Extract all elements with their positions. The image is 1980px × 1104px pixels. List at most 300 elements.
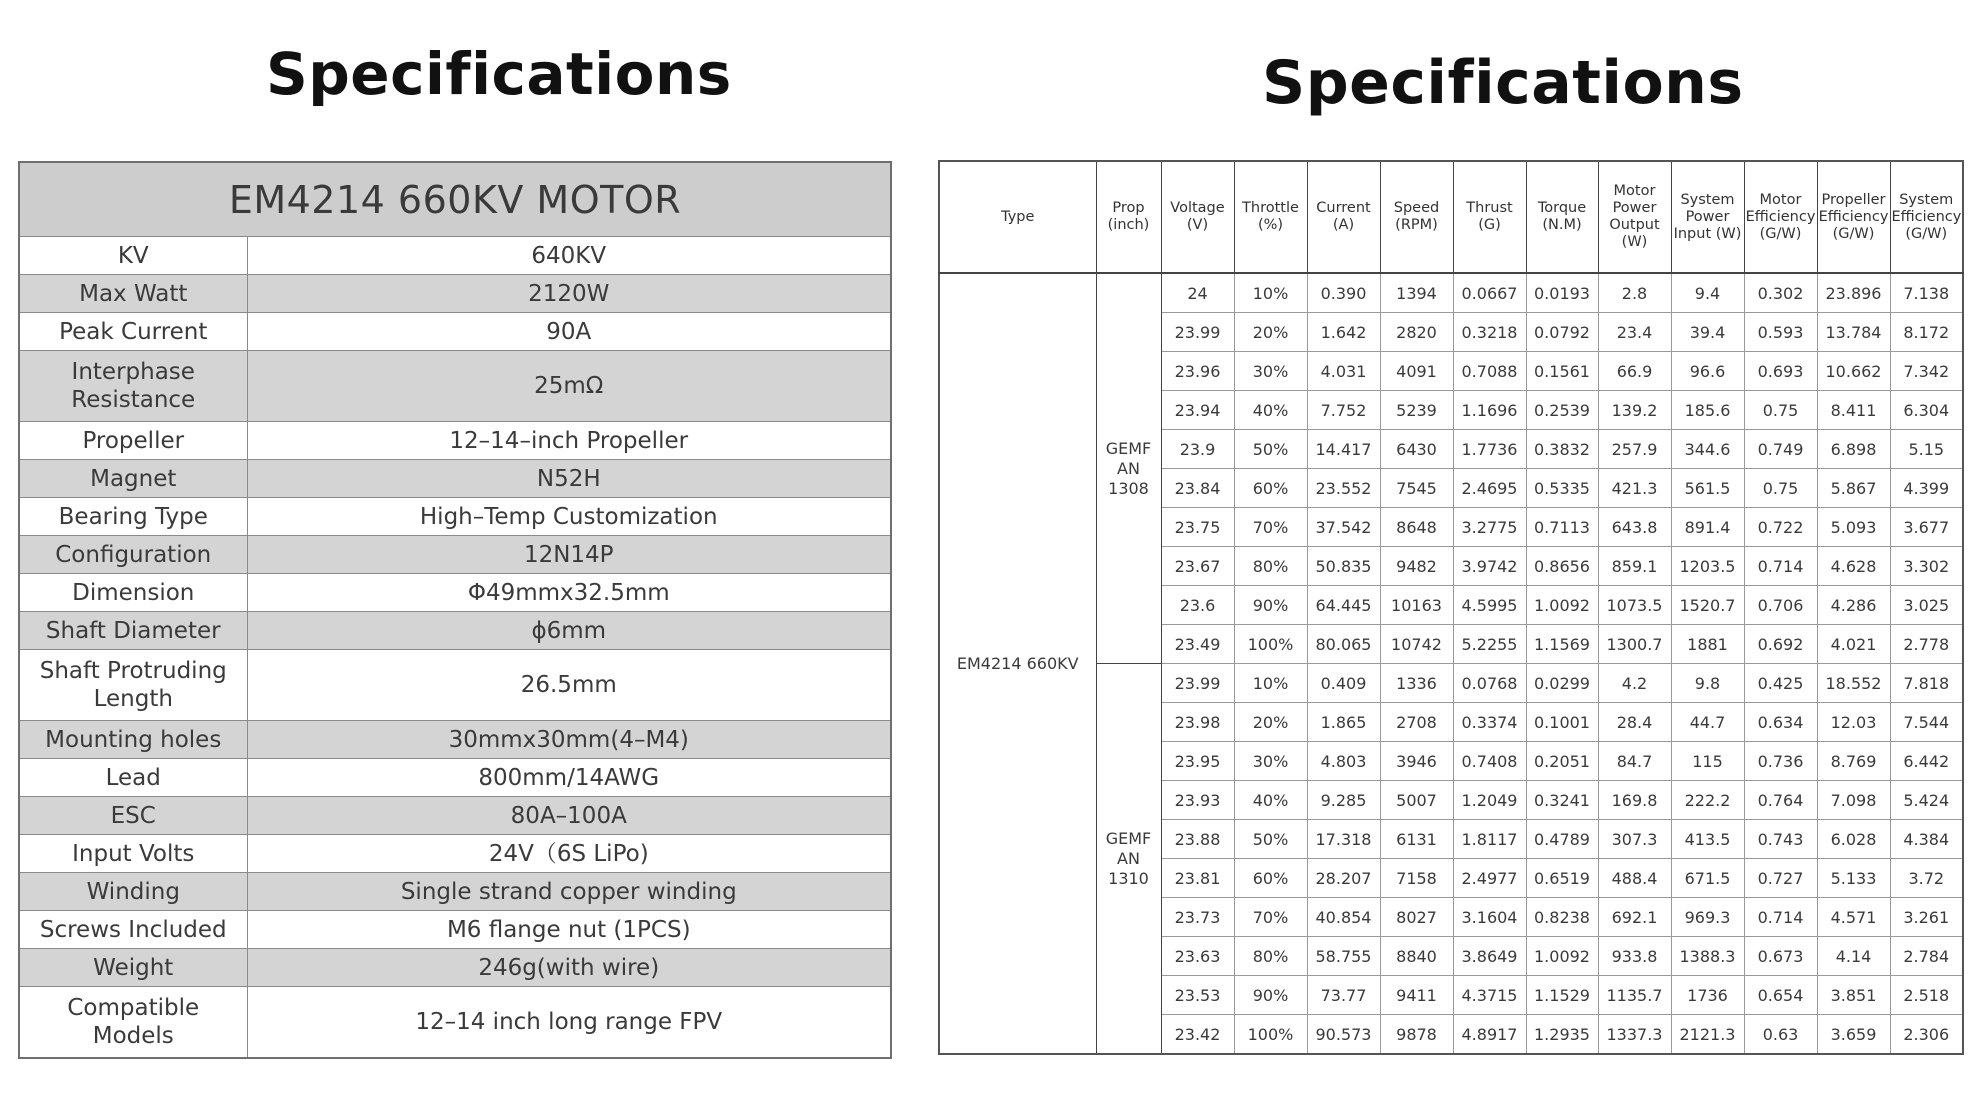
performance-cell: 0.425 — [1744, 664, 1817, 703]
performance-cell: 80% — [1234, 937, 1307, 976]
performance-cell: 14.417 — [1307, 430, 1380, 469]
performance-cell: 0.1561 — [1526, 352, 1598, 391]
performance-cell: 23.896 — [1817, 273, 1890, 313]
performance-cell: 0.0299 — [1526, 664, 1598, 703]
performance-cell: 23.63 — [1161, 937, 1234, 976]
performance-cell: 859.1 — [1598, 547, 1671, 586]
performance-cell: 1.0092 — [1526, 586, 1598, 625]
spec-value: 26.5mm — [247, 650, 891, 721]
performance-cell: 0.722 — [1744, 508, 1817, 547]
performance-cell: 9.285 — [1307, 781, 1380, 820]
performance-cell: 23.96 — [1161, 352, 1234, 391]
performance-column-header: Prop (inch) — [1096, 161, 1161, 273]
spec-label: Winding — [19, 873, 247, 911]
spec-row — [19, 536, 891, 574]
performance-cell: 23.81 — [1161, 859, 1234, 898]
performance-cell: 0.3374 — [1453, 703, 1526, 742]
performance-cell: 185.6 — [1671, 391, 1744, 430]
performance-cell: 0.693 — [1744, 352, 1817, 391]
performance-cell: 0.409 — [1307, 664, 1380, 703]
performance-cell: 5.2255 — [1453, 625, 1526, 664]
spec-label: Max Watt — [19, 275, 247, 313]
performance-cell: 18.552 — [1817, 664, 1890, 703]
performance-cell: 257.9 — [1598, 430, 1671, 469]
spec-value: 12–14 inch long range FPV — [247, 987, 891, 1059]
performance-cell: 7.818 — [1890, 664, 1963, 703]
performance-cell: 4.14 — [1817, 937, 1890, 976]
performance-cell: 0.1001 — [1526, 703, 1598, 742]
performance-cell: 0.706 — [1744, 586, 1817, 625]
performance-cell: 0.6519 — [1526, 859, 1598, 898]
performance-cell: 28.207 — [1307, 859, 1380, 898]
performance-cell: 0.0792 — [1526, 313, 1598, 352]
performance-cell: 40% — [1234, 391, 1307, 430]
performance-column-header: Throttle (%) — [1234, 161, 1307, 273]
spec-label: Propeller — [19, 422, 247, 460]
spec-label: Peak Current — [19, 313, 247, 351]
performance-cell: 60% — [1234, 859, 1307, 898]
performance-cell: 30% — [1234, 742, 1307, 781]
performance-cell: 0.0193 — [1526, 273, 1598, 313]
performance-cell: 0.727 — [1744, 859, 1817, 898]
spec-row — [19, 797, 891, 835]
performance-cell: 7.098 — [1817, 781, 1890, 820]
performance-cell: 23.93 — [1161, 781, 1234, 820]
performance-cell: 3.677 — [1890, 508, 1963, 547]
performance-cell: 39.4 — [1671, 313, 1744, 352]
performance-cell: 1337.3 — [1598, 1015, 1671, 1055]
performance-cell: 23.84 — [1161, 469, 1234, 508]
performance-cell: 4.8917 — [1453, 1015, 1526, 1055]
spec-row — [19, 422, 891, 460]
performance-cell: 44.7 — [1671, 703, 1744, 742]
performance-cell: 0.4789 — [1526, 820, 1598, 859]
performance-cell: 0.3218 — [1453, 313, 1526, 352]
performance-cell: 1.2935 — [1526, 1015, 1598, 1055]
performance-cell: 90.573 — [1307, 1015, 1380, 1055]
performance-cell: 20% — [1234, 313, 1307, 352]
performance-cell: 0.2051 — [1526, 742, 1598, 781]
spec-row — [19, 721, 891, 759]
performance-cell: 1.1696 — [1453, 391, 1526, 430]
performance-cell: 2.4977 — [1453, 859, 1526, 898]
performance-cell: 6131 — [1380, 820, 1453, 859]
performance-cell: 100% — [1234, 625, 1307, 664]
performance-cell: 4.021 — [1817, 625, 1890, 664]
performance-cell: 1.8117 — [1453, 820, 1526, 859]
performance-cell: 23.98 — [1161, 703, 1234, 742]
spec-row — [19, 351, 891, 422]
performance-cell: 23.88 — [1161, 820, 1234, 859]
performance-cell: 1.7736 — [1453, 430, 1526, 469]
performance-cell: 10742 — [1380, 625, 1453, 664]
performance-cell: 5.133 — [1817, 859, 1890, 898]
spec-row — [19, 498, 891, 536]
performance-cell: 0.654 — [1744, 976, 1817, 1015]
performance-cell: 100% — [1234, 1015, 1307, 1055]
performance-cell: 40% — [1234, 781, 1307, 820]
performance-cell: 23.42 — [1161, 1015, 1234, 1055]
performance-cell: 4091 — [1380, 352, 1453, 391]
performance-cell: 5.867 — [1817, 469, 1890, 508]
performance-cell: 0.8656 — [1526, 547, 1598, 586]
spec-row — [19, 759, 891, 797]
performance-cell: 23.73 — [1161, 898, 1234, 937]
spec-label: Compatible Models — [19, 987, 247, 1059]
spec-value: High–Temp Customization — [247, 498, 891, 536]
spec-row — [19, 612, 891, 650]
spec-value: Single strand copper winding — [247, 873, 891, 911]
spec-value: 2120W — [247, 275, 891, 313]
performance-cell: 0.63 — [1744, 1015, 1817, 1055]
performance-cell: 1881 — [1671, 625, 1744, 664]
performance-cell: 23.75 — [1161, 508, 1234, 547]
spec-label: Configuration — [19, 536, 247, 574]
performance-cell: 80.065 — [1307, 625, 1380, 664]
performance-cell: 23.4 — [1598, 313, 1671, 352]
performance-cell: 115 — [1671, 742, 1744, 781]
performance-cell: 23.67 — [1161, 547, 1234, 586]
performance-cell: 1336 — [1380, 664, 1453, 703]
performance-cell: 0.749 — [1744, 430, 1817, 469]
spec-row — [19, 313, 891, 351]
left-specifications-title: Specifications — [266, 40, 732, 108]
performance-cell: 6.028 — [1817, 820, 1890, 859]
spec-label: Mounting holes — [19, 721, 247, 759]
performance-cell: 9411 — [1380, 976, 1453, 1015]
performance-cell: 0.634 — [1744, 703, 1817, 742]
spec-label: Weight — [19, 949, 247, 987]
performance-cell: 6.442 — [1890, 742, 1963, 781]
motor-performance-table — [938, 160, 1964, 1055]
performance-cell: 23.9 — [1161, 430, 1234, 469]
performance-cell: 8648 — [1380, 508, 1453, 547]
performance-cell: 96.6 — [1671, 352, 1744, 391]
performance-cell: 4.399 — [1890, 469, 1963, 508]
performance-cell: 6.304 — [1890, 391, 1963, 430]
spec-row — [19, 650, 891, 721]
performance-cell: 222.2 — [1671, 781, 1744, 820]
performance-cell: 2.518 — [1890, 976, 1963, 1015]
performance-cell: 169.8 — [1598, 781, 1671, 820]
spec-row — [19, 911, 891, 949]
performance-cell: 5007 — [1380, 781, 1453, 820]
performance-cell: 3.025 — [1890, 586, 1963, 625]
right-specifications-title: Specifications — [1262, 48, 1744, 118]
performance-cell: 50% — [1234, 430, 1307, 469]
performance-cell: 5239 — [1380, 391, 1453, 430]
performance-cell: 5.093 — [1817, 508, 1890, 547]
performance-cell: 20% — [1234, 703, 1307, 742]
performance-cell: 4.5995 — [1453, 586, 1526, 625]
spec-value: 12–14–inch Propeller — [247, 422, 891, 460]
performance-cell: 0.593 — [1744, 313, 1817, 352]
performance-cell: 23.552 — [1307, 469, 1380, 508]
spec-label: Lead — [19, 759, 247, 797]
spec-label: KV — [19, 237, 247, 275]
spec-label: Magnet — [19, 460, 247, 498]
performance-cell: 17.318 — [1307, 820, 1380, 859]
propeller-cell: GEMF AN 1310 — [1096, 664, 1161, 1055]
performance-cell: 7.138 — [1890, 273, 1963, 313]
performance-cell: 0.3832 — [1526, 430, 1598, 469]
performance-column-header: Propeller Efficiency (G/W) — [1817, 161, 1890, 273]
performance-cell: 23.53 — [1161, 976, 1234, 1015]
performance-cell: 488.4 — [1598, 859, 1671, 898]
performance-cell: 0.75 — [1744, 469, 1817, 508]
performance-cell: 5.15 — [1890, 430, 1963, 469]
performance-cell: 1736 — [1671, 976, 1744, 1015]
performance-cell: 2.8 — [1598, 273, 1671, 313]
performance-cell: 1300.7 — [1598, 625, 1671, 664]
performance-cell: 139.2 — [1598, 391, 1671, 430]
performance-cell: 10163 — [1380, 586, 1453, 625]
performance-cell: 9.4 — [1671, 273, 1744, 313]
performance-cell: 671.5 — [1671, 859, 1744, 898]
performance-cell: 70% — [1234, 898, 1307, 937]
performance-cell: 60% — [1234, 469, 1307, 508]
spec-row — [19, 275, 891, 313]
performance-cell: 4.384 — [1890, 820, 1963, 859]
performance-cell: 84.7 — [1598, 742, 1671, 781]
performance-cell: 0.0768 — [1453, 664, 1526, 703]
performance-cell: 8840 — [1380, 937, 1453, 976]
performance-cell: 1.2049 — [1453, 781, 1526, 820]
performance-cell: 1.1569 — [1526, 625, 1598, 664]
spec-table-header: EM4214 660KV MOTOR — [19, 162, 891, 237]
performance-column-header: Current (A) — [1307, 161, 1380, 273]
performance-cell: 4.031 — [1307, 352, 1380, 391]
performance-cell: 3.659 — [1817, 1015, 1890, 1055]
performance-cell: 1520.7 — [1671, 586, 1744, 625]
performance-cell: 23.94 — [1161, 391, 1234, 430]
performance-cell: 0.302 — [1744, 273, 1817, 313]
performance-cell: 0.75 — [1744, 391, 1817, 430]
performance-cell: 0.8238 — [1526, 898, 1598, 937]
performance-column-header: Motor Efficiency (G/W) — [1744, 161, 1817, 273]
performance-cell: 90% — [1234, 586, 1307, 625]
performance-cell: 0.736 — [1744, 742, 1817, 781]
performance-cell: 0.714 — [1744, 898, 1817, 937]
spec-value: 90A — [247, 313, 891, 351]
performance-cell: 0.692 — [1744, 625, 1817, 664]
spec-value: 640KV — [247, 237, 891, 275]
performance-column-header: System Efficiency (G/W) — [1890, 161, 1963, 273]
performance-cell: 3.302 — [1890, 547, 1963, 586]
spec-value: ϕ6mm — [247, 612, 891, 650]
performance-cell: 0.3241 — [1526, 781, 1598, 820]
performance-cell: 2820 — [1380, 313, 1453, 352]
spec-label: Input Volts — [19, 835, 247, 873]
performance-cell: 37.542 — [1307, 508, 1380, 547]
spec-value: Φ49mmx32.5mm — [247, 574, 891, 612]
performance-cell: 4.803 — [1307, 742, 1380, 781]
performance-cell: 2.4695 — [1453, 469, 1526, 508]
performance-cell: 0.5335 — [1526, 469, 1598, 508]
spec-row — [19, 873, 891, 911]
performance-cell: 969.3 — [1671, 898, 1744, 937]
performance-cell: 40.854 — [1307, 898, 1380, 937]
performance-cell: 6430 — [1380, 430, 1453, 469]
performance-column-header: Thrust (G) — [1453, 161, 1526, 273]
performance-cell: 66.9 — [1598, 352, 1671, 391]
performance-cell: 10% — [1234, 273, 1307, 313]
performance-column-header: Speed (RPM) — [1380, 161, 1453, 273]
performance-cell: 0.0667 — [1453, 273, 1526, 313]
performance-cell: 7158 — [1380, 859, 1453, 898]
performance-column-header: Type — [939, 161, 1096, 273]
performance-cell: 10.662 — [1817, 352, 1890, 391]
performance-cell: 2.306 — [1890, 1015, 1963, 1055]
spec-value: M6 flange nut (1PCS) — [247, 911, 891, 949]
spec-row — [19, 949, 891, 987]
performance-column-header: Motor Power Output (W) — [1598, 161, 1671, 273]
performance-cell: 24 — [1161, 273, 1234, 313]
performance-cell: 0.390 — [1307, 273, 1380, 313]
performance-cell: 4.628 — [1817, 547, 1890, 586]
performance-cell: 8.769 — [1817, 742, 1890, 781]
performance-cell: 9878 — [1380, 1015, 1453, 1055]
spec-row — [19, 574, 891, 612]
performance-cell: 28.4 — [1598, 703, 1671, 742]
performance-cell: 2121.3 — [1671, 1015, 1744, 1055]
spec-value: 25mΩ — [247, 351, 891, 422]
performance-cell: 1.0092 — [1526, 937, 1598, 976]
spec-row — [19, 987, 891, 1059]
performance-cell: 13.784 — [1817, 313, 1890, 352]
performance-cell: 73.77 — [1307, 976, 1380, 1015]
performance-cell: 9.8 — [1671, 664, 1744, 703]
performance-cell: 90% — [1234, 976, 1307, 1015]
performance-cell: 3.1604 — [1453, 898, 1526, 937]
spec-row — [19, 237, 891, 275]
spec-row — [19, 460, 891, 498]
performance-cell: 891.4 — [1671, 508, 1744, 547]
performance-cell: 2708 — [1380, 703, 1453, 742]
performance-cell: 70% — [1234, 508, 1307, 547]
performance-cell: 1.1529 — [1526, 976, 1598, 1015]
performance-cell: 8.172 — [1890, 313, 1963, 352]
performance-cell: 23.49 — [1161, 625, 1234, 664]
performance-cell: 0.2539 — [1526, 391, 1598, 430]
performance-cell: 1388.3 — [1671, 937, 1744, 976]
performance-cell: 3.851 — [1817, 976, 1890, 1015]
performance-cell: 23.95 — [1161, 742, 1234, 781]
performance-row — [939, 273, 1963, 313]
performance-cell: 0.714 — [1744, 547, 1817, 586]
spec-row — [19, 835, 891, 873]
performance-cell: 6.898 — [1817, 430, 1890, 469]
performance-cell: 0.7113 — [1526, 508, 1598, 547]
spec-value: 800mm/14AWG — [247, 759, 891, 797]
performance-cell: 3.72 — [1890, 859, 1963, 898]
performance-cell: 1394 — [1380, 273, 1453, 313]
performance-cell: 3.8649 — [1453, 937, 1526, 976]
performance-cell: 64.445 — [1307, 586, 1380, 625]
spec-value: 24V（6S LiPo) — [247, 835, 891, 873]
performance-cell: 3.9742 — [1453, 547, 1526, 586]
spec-label: ESC — [19, 797, 247, 835]
performance-cell: 7.544 — [1890, 703, 1963, 742]
spec-label: Shaft Protruding Length — [19, 650, 247, 721]
performance-cell: 8027 — [1380, 898, 1453, 937]
performance-cell: 1.865 — [1307, 703, 1380, 742]
spec-label: Shaft Diameter — [19, 612, 247, 650]
performance-cell: 7.342 — [1890, 352, 1963, 391]
performance-cell: 1135.7 — [1598, 976, 1671, 1015]
performance-cell: 643.8 — [1598, 508, 1671, 547]
performance-cell: 344.6 — [1671, 430, 1744, 469]
performance-cell: 933.8 — [1598, 937, 1671, 976]
performance-cell: 3.2775 — [1453, 508, 1526, 547]
performance-column-header: System Power Input (W) — [1671, 161, 1744, 273]
performance-cell: 421.3 — [1598, 469, 1671, 508]
propeller-cell: GEMF AN 1308 — [1096, 273, 1161, 664]
performance-cell: 4.571 — [1817, 898, 1890, 937]
performance-cell: 58.755 — [1307, 937, 1380, 976]
performance-column-header: Torque (N.M) — [1526, 161, 1598, 273]
performance-cell: 0.673 — [1744, 937, 1817, 976]
performance-cell: 0.743 — [1744, 820, 1817, 859]
performance-cell: 8.411 — [1817, 391, 1890, 430]
performance-cell: 2.784 — [1890, 937, 1963, 976]
performance-cell: 3.261 — [1890, 898, 1963, 937]
performance-cell: 0.7408 — [1453, 742, 1526, 781]
performance-cell: 30% — [1234, 352, 1307, 391]
spec-label: Dimension — [19, 574, 247, 612]
performance-header-row — [939, 161, 1963, 273]
motor-type-cell: EM4214 660KV — [939, 273, 1096, 1054]
performance-cell: 4.286 — [1817, 586, 1890, 625]
performance-cell: 80% — [1234, 547, 1307, 586]
performance-cell: 1203.5 — [1671, 547, 1744, 586]
performance-cell: 413.5 — [1671, 820, 1744, 859]
spec-label: Bearing Type — [19, 498, 247, 536]
performance-cell: 561.5 — [1671, 469, 1744, 508]
spec-value: 12N14P — [247, 536, 891, 574]
performance-cell: 23.6 — [1161, 586, 1234, 625]
performance-cell: 5.424 — [1890, 781, 1963, 820]
performance-cell: 7.752 — [1307, 391, 1380, 430]
performance-column-header: Voltage (V) — [1161, 161, 1234, 273]
spec-value: 246g(with wire) — [247, 949, 891, 987]
spec-label: Interphase Resistance — [19, 351, 247, 422]
performance-cell: 1073.5 — [1598, 586, 1671, 625]
performance-cell: 12.03 — [1817, 703, 1890, 742]
spec-value: 80A–100A — [247, 797, 891, 835]
performance-cell: 9482 — [1380, 547, 1453, 586]
performance-cell: 23.99 — [1161, 313, 1234, 352]
performance-cell: 4.2 — [1598, 664, 1671, 703]
spec-label: Screws Included — [19, 911, 247, 949]
performance-cell: 0.764 — [1744, 781, 1817, 820]
performance-cell: 2.778 — [1890, 625, 1963, 664]
performance-cell: 50.835 — [1307, 547, 1380, 586]
performance-cell: 692.1 — [1598, 898, 1671, 937]
performance-cell: 23.99 — [1161, 664, 1234, 703]
performance-cell: 307.3 — [1598, 820, 1671, 859]
performance-cell: 7545 — [1380, 469, 1453, 508]
spec-value: 30mmx30mm(4–M4) — [247, 721, 891, 759]
performance-cell: 10% — [1234, 664, 1307, 703]
performance-cell: 0.7088 — [1453, 352, 1526, 391]
performance-cell: 1.642 — [1307, 313, 1380, 352]
performance-cell: 50% — [1234, 820, 1307, 859]
spec-value: N52H — [247, 460, 891, 498]
motor-spec-table — [18, 161, 892, 1059]
performance-cell: 4.3715 — [1453, 976, 1526, 1015]
performance-cell: 3946 — [1380, 742, 1453, 781]
